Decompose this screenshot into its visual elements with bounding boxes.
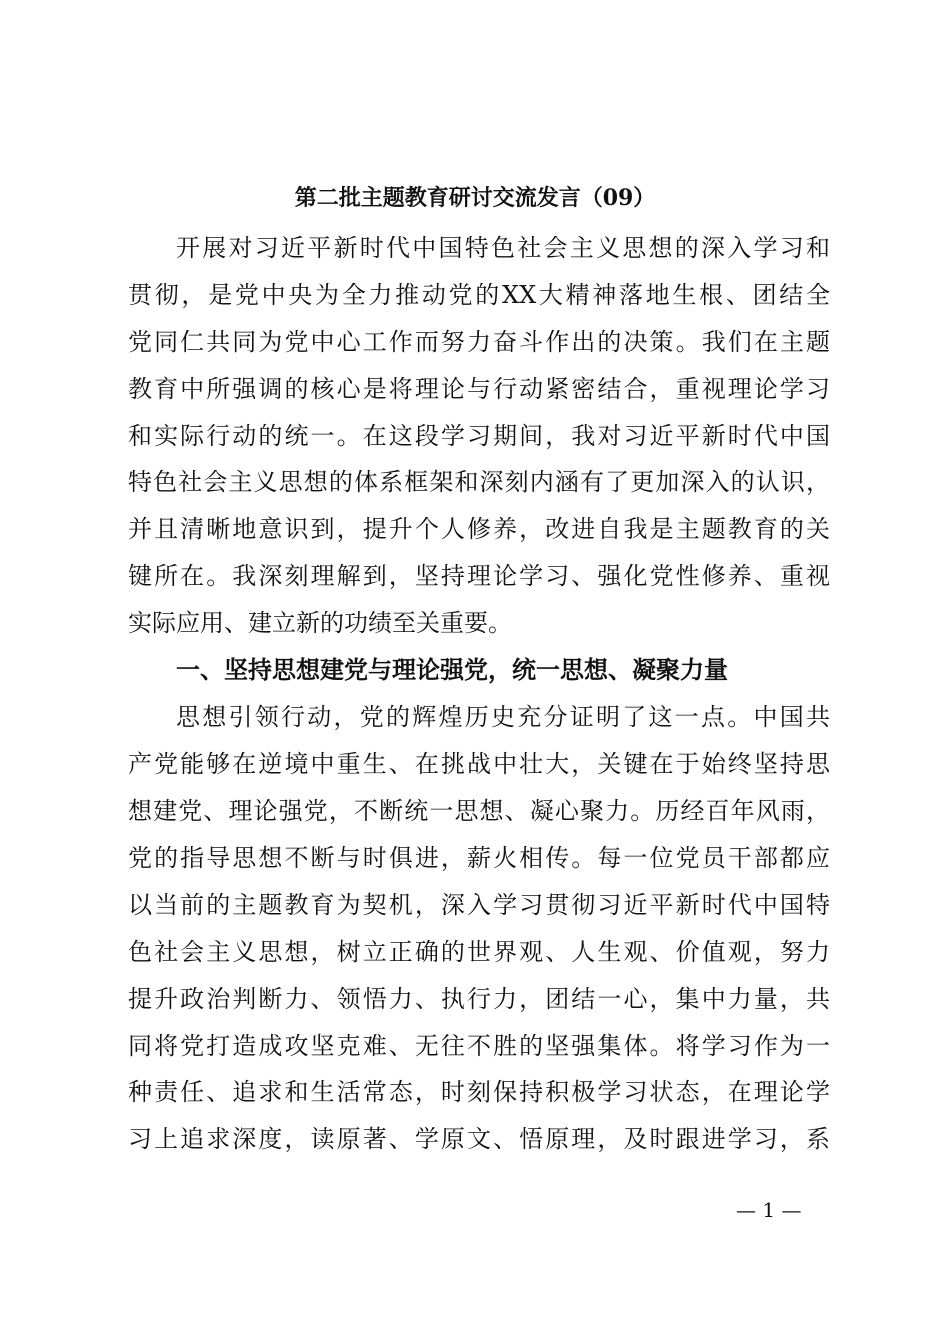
paragraph-line: 并且清晰地意识到，提升个人修养，改进自我是主题教育的关 [128, 515, 830, 543]
paragraph-line: 教育中所强调的核心是将理论与行动紧密结合，重视理论学习 [128, 375, 830, 403]
paragraph-line: 想建党、理论强党，不断统一思想、凝心聚力。历经百年风雨， [128, 797, 830, 825]
paragraph-line: 贯彻，是党中央为全力推动党的XX大精神落地生根、团结全 [128, 281, 830, 309]
section-heading: 一、坚持思想建党与理论强党，统一思想、凝聚力量 [176, 656, 728, 684]
paragraph-line: 键所在。我深刻理解到，坚持理论学习、强化党性修养、重视 [128, 562, 830, 590]
paragraph-line: 特色社会主义思想的体系框架和深刻内涵有了更加深入的认识， [128, 468, 830, 496]
paragraph-line: 党的指导思想不断与时俱进，薪火相传。每一位党员干部都应 [128, 844, 830, 872]
paragraph-line: 产党能够在逆境中重生、在挑战中壮大，关键在于始终坚持思 [128, 750, 830, 778]
paragraph-line: 思想引领行动，党的辉煌历史充分证明了这一点。中国共 [176, 703, 830, 731]
document-title: 第二批主题教育研讨交流发言（09） [294, 185, 656, 211]
paragraph-line: 色社会主义思想，树立正确的世界观、人生观、价值观，努力 [128, 938, 830, 966]
paragraph-line: 习上追求深度，读原著、学原文、悟原理，及时跟进学习，系 [128, 1125, 830, 1153]
paragraph-line: 以当前的主题教育为契机，深入学习贯彻习近平新时代中国特 [128, 891, 830, 919]
page-number: — 1 — [736, 1198, 802, 1222]
paragraph-line: 实际应用、建立新的功绩至关重要。 [128, 609, 512, 637]
paragraph-line: 和实际行动的统一。在这段学习期间，我对习近平新时代中国 [128, 422, 830, 450]
paragraph-line: 同将党打造成攻坚克难、无往不胜的坚强集体。将学习作为一 [128, 1032, 830, 1060]
paragraph-line: 开展对习近平新时代中国特色社会主义思想的深入学习和 [176, 234, 830, 262]
paragraph-line: 提升政治判断力、领悟力、执行力，团结一心，集中力量，共 [128, 985, 830, 1013]
paragraph-line: 种责任、追求和生活常态，时刻保持积极学习状态，在理论学 [128, 1078, 830, 1106]
paragraph-line: 党同仁共同为党中心工作而努力奋斗作出的决策。我们在主题 [128, 328, 830, 356]
